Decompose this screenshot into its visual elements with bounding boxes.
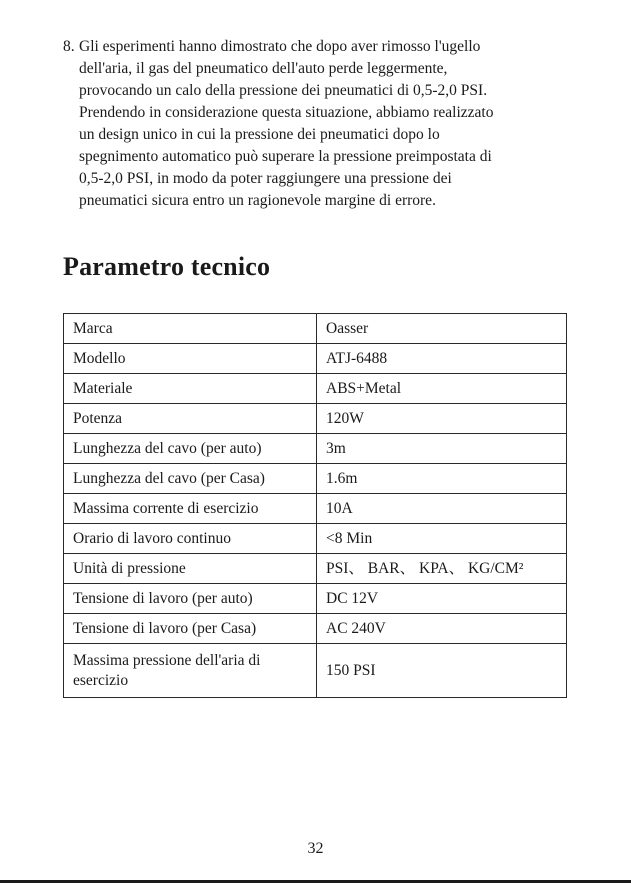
table-row (64, 644, 567, 698)
spec-value: 120W (317, 404, 567, 434)
table-row (64, 584, 567, 614)
spec-label: Orario di lavoro continuo (64, 524, 317, 554)
spec-label: Materiale (64, 374, 317, 404)
page-number: 32 (307, 840, 324, 857)
spec-value: 150 PSI (317, 644, 567, 698)
spec-label: Lunghezza del cavo (per Casa) (64, 464, 317, 494)
note-text: Gli esperimenti hanno dimostrato che dopo aver rimosso l'ugello dell'aria, il gas del pneumatico dell'auto perde leggermente, provocando un calo della pressione dei pneumatici di 0,5-2,0 PSI. Prendendo in considerazione questa situazione, abbiamo realizzato un design unico in cui la pressione dei pneumatici dopo lo spegnimento automatico può superare la pressione preimpostata di 0,5-2,0 PSI, in modo da poter raggiungere una pressione dei pneumatici sicura entro un ragionevole margine di errore. (79, 38, 494, 209)
spec-label: Tensione di lavoro (per auto) (64, 584, 317, 614)
spec-label: Potenza (64, 404, 317, 434)
spec-label: Tensione di lavoro (per Casa) (64, 614, 317, 644)
spec-value: ABS+Metal (317, 374, 567, 404)
spec-value: 3m (317, 434, 567, 464)
table-row (64, 554, 567, 584)
table-row (64, 314, 567, 344)
table-row (64, 434, 567, 464)
spec-value: Oasser (317, 314, 567, 344)
spec-value: AC 240V (317, 614, 567, 644)
spec-label: Lunghezza del cavo (per auto) (64, 434, 317, 464)
spec-label: Marca (64, 314, 317, 344)
spec-value: <8 Min (317, 524, 567, 554)
spec-table (63, 313, 567, 698)
table-row (64, 494, 567, 524)
table-row (64, 464, 567, 494)
note-paragraph (63, 36, 563, 212)
spec-value: 1.6m (317, 464, 567, 494)
spec-label: Unità di pressione (64, 554, 317, 584)
note-number: 8. (63, 38, 75, 55)
table-row (64, 524, 567, 554)
spec-value: ATJ-6488 (317, 344, 567, 374)
spec-label: Massima corrente di esercizio (64, 494, 317, 524)
table-row (64, 614, 567, 644)
table-row (64, 374, 567, 404)
section-title: Parametro tecnico (63, 252, 271, 281)
table-row (64, 344, 567, 374)
spec-value: 10A (317, 494, 567, 524)
spec-value: PSI、 BAR、 KPA、 KG/CM² (317, 554, 567, 584)
table-row (64, 404, 567, 434)
spec-value: DC 12V (317, 584, 567, 614)
spec-label: Massima pressione dell'aria di esercizio (64, 644, 317, 698)
spec-label: Modello (64, 344, 317, 374)
